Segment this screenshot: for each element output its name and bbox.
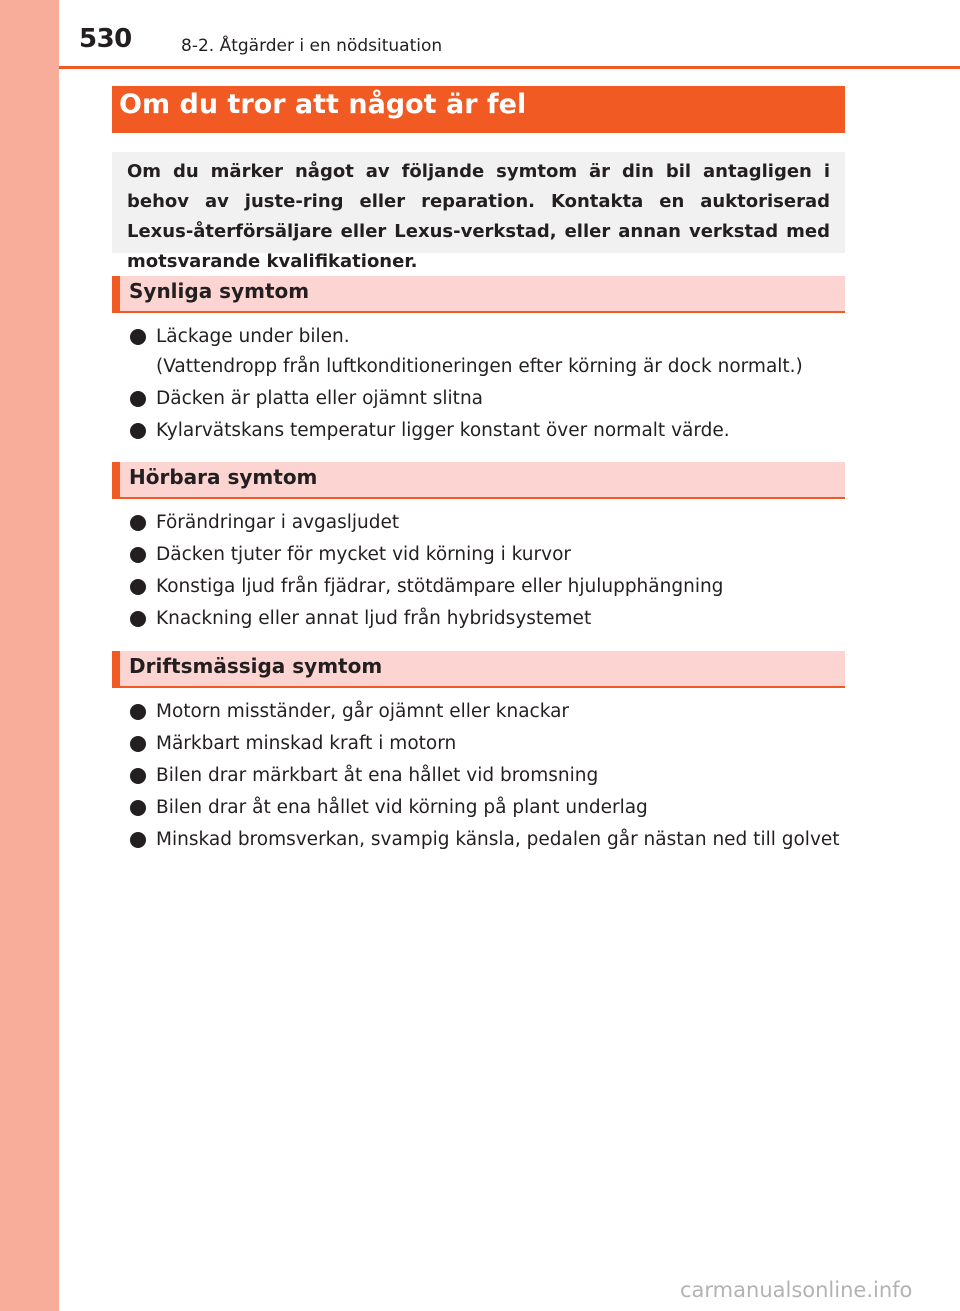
list-item-text: Kylarvätskans temperatur ligger konstant över normalt värde. — [156, 420, 730, 441]
left-margin-band — [0, 0, 59, 1311]
subheader-audible-symptoms — [112, 462, 845, 499]
bullet-icon — [130, 704, 146, 720]
audible-symptoms-list — [128, 508, 838, 636]
intro-box — [112, 152, 845, 272]
bullet-icon — [130, 736, 146, 752]
list-item-text: Förändringar i avgasljudet — [156, 512, 400, 533]
section-title: Om du tror att något är fel — [119, 89, 527, 120]
visible-symptoms-list — [128, 322, 838, 448]
list-item — [128, 825, 838, 855]
watermark: carmanualsonline.info — [680, 1278, 913, 1302]
bullet-icon — [130, 423, 146, 439]
intro-text: Om du märker något av följande symtom är din bil antagligen i behov av juste-ring eller reparation. Kontakta en auktoriserad Lexus-återförsäljare eller Lexus-verkstad, eller annan verkstad med motsvarande kvalifikationer. — [127, 161, 830, 272]
subheader-title: Synliga symtom — [129, 279, 310, 303]
list-item — [128, 729, 838, 759]
page-number: 530 — [79, 24, 132, 54]
list-item — [128, 416, 838, 446]
chapter-title: 8-2. Åtgärder i en nödsituation — [181, 36, 443, 56]
list-item — [128, 761, 838, 791]
list-item-text: Däcken tjuter för mycket vid körning i kurvor — [156, 544, 572, 565]
list-item-text: Läckage under bilen. — [156, 326, 350, 347]
bullet-icon — [130, 832, 146, 848]
list-item — [128, 508, 838, 538]
header-rule — [59, 66, 960, 69]
bullet-icon — [130, 391, 146, 407]
list-item — [128, 793, 838, 823]
list-item-text: Motorn misständer, går ojämnt eller knackar — [156, 701, 570, 722]
list-item — [128, 384, 838, 414]
bullet-icon — [130, 579, 146, 595]
bullet-icon — [130, 547, 146, 563]
subheader-visible-symptoms — [112, 276, 845, 313]
list-item — [128, 697, 838, 727]
list-item — [128, 572, 838, 602]
list-item-text: Minskad bromsverkan, svampig känsla, pedalen går nästan ned till golvet — [156, 829, 840, 850]
list-item-text: Konstiga ljud från fjädrar, stötdämpare eller hjulupphängning — [156, 576, 724, 597]
subheader-operational-symptoms — [112, 651, 845, 688]
list-item — [128, 540, 838, 570]
list-item-text: Bilen drar åt ena hållet vid körning på plant underlag — [156, 797, 648, 818]
list-item-text: Däcken är platta eller ojämnt slitna — [156, 388, 484, 409]
subheader-title: Driftsmässiga symtom — [129, 654, 383, 678]
subheader-title: Hörbara symtom — [129, 465, 318, 489]
bullet-icon — [130, 800, 146, 816]
bullet-icon — [130, 611, 146, 627]
list-item-text: Knackning eller annat ljud från hybridsystemet — [156, 608, 592, 629]
operational-symptoms-list — [128, 697, 838, 857]
list-item-text: Märkbart minskad kraft i motorn — [156, 733, 457, 754]
bullet-icon — [130, 768, 146, 784]
list-item — [128, 322, 838, 382]
bullet-icon — [130, 329, 146, 345]
list-item-note: (Vattendropp från luftkonditioneringen efter körning är dock normalt.) — [156, 356, 803, 377]
bullet-icon — [130, 515, 146, 531]
list-item — [128, 604, 838, 634]
section-banner — [112, 86, 845, 133]
list-item-text: Bilen drar märkbart åt ena hållet vid bromsning — [156, 765, 599, 786]
